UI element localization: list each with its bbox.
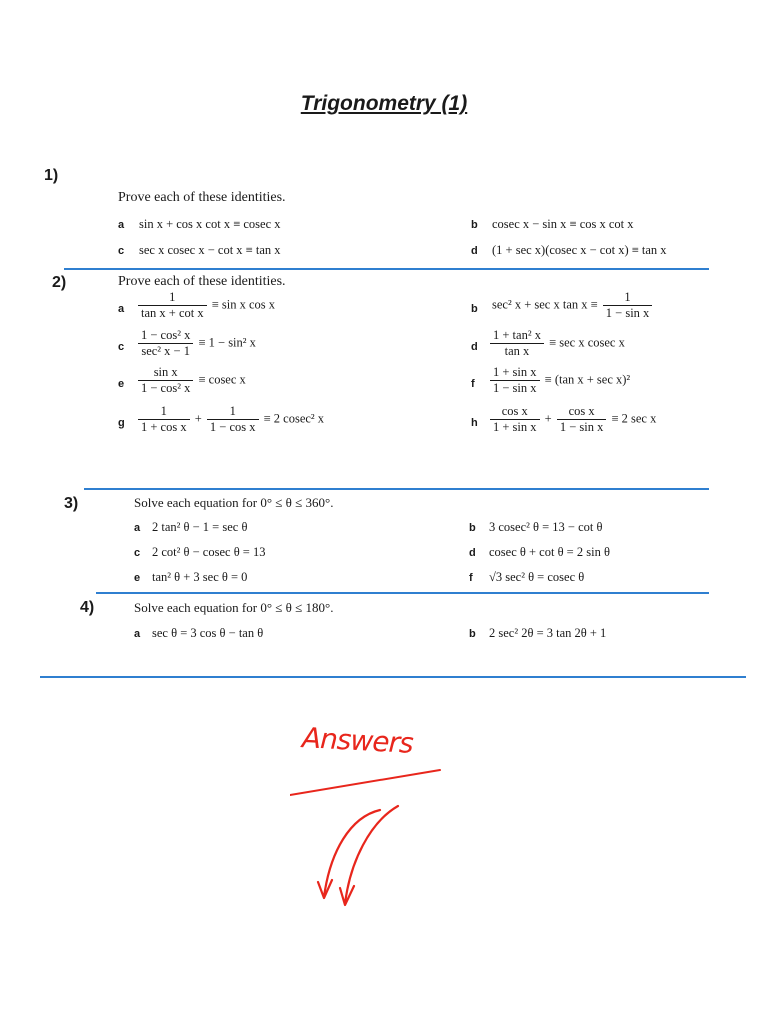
q2-f-rhs: ≡ (tan x + sec x)² xyxy=(544,372,631,387)
q1-b-letter: b xyxy=(471,219,478,231)
q2-c-rhs: ≡ 1 − sin² x xyxy=(198,335,256,350)
question-1-number: 1) xyxy=(44,167,59,184)
q2-d-rhs: ≡ sec x cosec x xyxy=(549,335,625,350)
q2-e-expression xyxy=(136,365,246,396)
q2-d-expression xyxy=(488,328,625,359)
q2-c-fraction xyxy=(138,328,193,359)
q2-d-letter: d xyxy=(471,341,478,353)
q2-g-numerator-1: 1 xyxy=(138,404,190,420)
q2-a-fraction xyxy=(138,290,207,321)
question-3-number: 3) xyxy=(64,495,79,512)
divider-rule xyxy=(84,488,709,490)
q2-e-numerator: sin x xyxy=(138,365,193,381)
q2-h-denominator-1: 1 + sin x xyxy=(493,420,537,434)
q1-c-letter: c xyxy=(118,245,125,257)
q1-c-expression: sec x cosec x − cot x ≡ tan x xyxy=(139,243,281,257)
q2-h-letter: h xyxy=(471,417,478,429)
divider-rule xyxy=(64,268,709,270)
answers-underline xyxy=(290,770,440,795)
q2-g-denominator-1: 1 + cos x xyxy=(141,420,187,434)
q4-b-letter: b xyxy=(469,628,476,640)
q2-g-numerator-2: 1 xyxy=(207,404,259,420)
q2-h-denominator-2: 1 − sin x xyxy=(559,420,604,434)
q3-e-letter: e xyxy=(134,572,141,584)
q3-a-expression: 2 tan² θ − 1 = sec θ xyxy=(152,520,248,534)
q2-b-denominator: 1 − sin x xyxy=(605,306,650,320)
q2-a-expression xyxy=(136,290,275,321)
q2-f-letter: f xyxy=(471,378,475,390)
q2-a-denominator: tan x + cot x xyxy=(141,306,204,320)
divider-rule xyxy=(96,592,709,594)
question-2-intro: Prove each of these identities. xyxy=(118,274,286,289)
q2-d-fraction xyxy=(490,328,544,359)
page-title: Trigonometry (1) xyxy=(300,92,468,115)
q2-h-rhs: ≡ 2 sec x xyxy=(611,411,657,426)
q2-e-letter: e xyxy=(118,378,125,390)
q4-a-letter: a xyxy=(134,628,141,640)
q2-g-expression xyxy=(136,404,324,435)
q3-f-expression: √3 sec² θ = cosec θ xyxy=(489,570,585,584)
divider-rule xyxy=(40,676,746,678)
q2-b-numerator: 1 xyxy=(603,290,653,306)
q2-f-numerator: 1 + sin x xyxy=(490,365,540,381)
q2-g-letter: g xyxy=(118,417,125,429)
q2-g-rhs: ≡ 2 cosec² x xyxy=(263,411,325,426)
q2-d-numerator: 1 + tan² x xyxy=(490,328,544,344)
q3-d-expression: cosec θ + cot θ = 2 sin θ xyxy=(489,545,610,559)
q1-d-expression: (1 + sec x)(cosec x − cot x) ≡ tan x xyxy=(492,243,667,257)
question-3-intro: Solve each equation for 0° ≤ θ ≤ 360°. xyxy=(134,495,334,510)
q2-h-numerator-2: cos x xyxy=(557,404,607,420)
q2-g-fraction-2 xyxy=(207,404,259,435)
q2-h-expression xyxy=(488,404,656,435)
q3-d-letter: d xyxy=(469,547,476,559)
q2-b-fraction xyxy=(603,290,653,321)
q2-e-fraction xyxy=(138,365,193,396)
q3-c-expression: 2 cot² θ − cosec θ = 13 xyxy=(152,545,266,559)
q3-c-letter: c xyxy=(134,547,141,559)
q2-f-expression xyxy=(488,365,630,396)
answers-annotation xyxy=(290,722,460,912)
q4-a-expression: sec θ = 3 cos θ − tan θ xyxy=(152,626,264,640)
q2-c-letter: c xyxy=(118,341,125,353)
q1-a-letter: a xyxy=(118,219,125,231)
answers-arrows xyxy=(290,722,460,912)
q1-b-expression: cosec x − sin x ≡ cos x cot x xyxy=(492,217,634,231)
q2-a-rhs: ≡ sin x cos x xyxy=(211,297,276,312)
q3-a-letter: a xyxy=(134,522,141,534)
q2-h-plus: + xyxy=(544,411,552,426)
q2-c-expression xyxy=(136,328,256,359)
q2-h-fraction-2 xyxy=(557,404,607,435)
q2-a-letter: a xyxy=(118,303,125,315)
q2-c-numerator: 1 − cos² x xyxy=(138,328,193,344)
question-4-number: 4) xyxy=(80,599,95,616)
q2-h-numerator-1: cos x xyxy=(490,404,540,420)
q3-b-expression: 3 cosec² θ = 13 − cot θ xyxy=(489,520,603,534)
q3-f-letter: f xyxy=(469,572,473,584)
q2-b-lhs: sec² x + sec x tan x ≡ xyxy=(492,297,598,312)
arrow-left-shaft xyxy=(324,810,380,897)
question-4-intro: Solve each equation for 0° ≤ θ ≤ 180°. xyxy=(134,600,334,615)
q2-e-denominator: 1 − cos² x xyxy=(141,381,191,395)
q1-d-letter: d xyxy=(471,245,478,257)
q2-g-denominator-2: 1 − cos x xyxy=(209,420,256,434)
q2-a-numerator: 1 xyxy=(138,290,207,306)
q2-d-denominator: tan x xyxy=(504,344,530,358)
q3-e-expression: tan² θ + 3 sec θ = 0 xyxy=(152,570,248,584)
q2-e-rhs: ≡ cosec x xyxy=(198,372,246,387)
q2-h-fraction-1 xyxy=(490,404,540,435)
q1-a-expression: sin x + cos x cot x ≡ cosec x xyxy=(139,217,281,231)
q3-b-letter: b xyxy=(469,522,476,534)
q2-f-denominator: 1 − sin x xyxy=(493,381,537,395)
q4-b-expression: 2 sec² 2θ = 3 tan 2θ + 1 xyxy=(489,626,607,640)
question-2-number: 2) xyxy=(52,274,67,291)
q2-c-denominator: sec² x − 1 xyxy=(141,344,190,358)
q2-g-plus: + xyxy=(194,411,202,426)
q2-f-fraction xyxy=(490,365,540,396)
q2-b-letter: b xyxy=(471,303,478,315)
q2-b-expression xyxy=(492,290,654,321)
answers-label: Answers xyxy=(301,721,414,760)
question-1-intro: Prove each of these identities. xyxy=(118,190,286,205)
q2-g-fraction-1 xyxy=(138,404,190,435)
